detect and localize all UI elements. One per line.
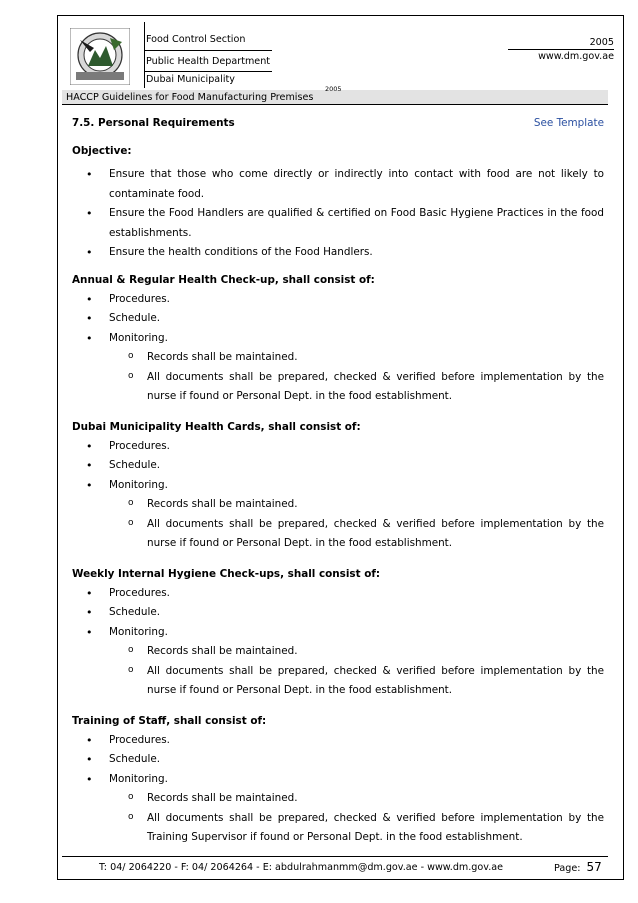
list-item: • Procedures. — [72, 437, 604, 457]
main-content — [72, 114, 604, 848]
list-item: • Ensure the Food Handlers are qualified & certified on Food Basic Hygiene Practices in the food establishments. — [72, 204, 604, 243]
see-template-link[interactable]: See Template — [533, 117, 604, 129]
list-item: • Ensure the health conditions of the Food Handlers. — [72, 243, 604, 263]
bullet-list — [72, 731, 604, 790]
sub-list — [72, 642, 604, 701]
sub-list-item: o All documents shall be prepared, checked & verified before implementation by the nurse if found or Personal Dept. in the food establishment. — [72, 368, 604, 407]
list-item: • Schedule. — [72, 309, 604, 329]
sub-list-item: o All documents shall be prepared, checked & verified before implementation by the nurse if found or Personal Dept. in the food establishment. — [72, 515, 604, 554]
header-rule-right — [508, 49, 614, 50]
list-item: • Monitoring. — [72, 623, 604, 643]
section-name: Food Control Section — [146, 34, 246, 45]
dubai-municipality-logo — [70, 28, 130, 85]
list-item: • Ensure that those who come directly or indirectly into contact with food are not likely to contaminate food. — [72, 165, 604, 204]
sub-list — [72, 495, 604, 554]
header-rule-2 — [144, 71, 272, 72]
document-title-bar — [62, 85, 608, 105]
section-title: 7.5. Personal Requirements — [72, 117, 235, 129]
footer-rule — [62, 856, 608, 857]
header-divider — [144, 22, 145, 88]
bullet-list — [72, 437, 604, 496]
list-item: • Schedule. — [72, 603, 604, 623]
sub-list — [72, 789, 604, 848]
list-item: • Monitoring. — [72, 476, 604, 496]
bullet-list — [72, 290, 604, 349]
sub-list-item: o Records shall be maintained. — [72, 642, 604, 662]
block-heading: Annual & Regular Health Check-up, shall consist of: — [72, 273, 375, 286]
sub-list-item: o Records shall be maintained. — [72, 348, 604, 368]
list-item: • Procedures. — [72, 290, 604, 310]
section-heading — [72, 114, 604, 132]
sub-list-item: o Records shall be maintained. — [72, 789, 604, 809]
objective-heading: Objective: — [72, 145, 132, 157]
sub-list-item: o All documents shall be prepared, checked & verified before implementation by the Training Supervisor if found or Personal Dept. in the food establishment. — [72, 809, 604, 848]
header-website: www.dm.gov.ae — [538, 51, 614, 62]
list-item: • Monitoring. — [72, 329, 604, 349]
page-label: Page: — [554, 863, 581, 874]
header-rule-1 — [144, 50, 272, 51]
list-item: • Monitoring. — [72, 770, 604, 790]
municipality-name: Dubai Municipality — [146, 74, 235, 85]
document-title: HACCP Guidelines for Food Manufacturing Premises — [66, 92, 314, 103]
page-number — [554, 860, 602, 874]
document-title-year: 2005 — [325, 85, 342, 93]
page-number-value: 57 — [586, 860, 602, 874]
block-heading: Dubai Municipality Health Cards, shall consist of: — [72, 420, 361, 433]
footer-contact: T: 04/ 2064220 - F: 04/ 2064264 - E: abdulrahmanmm@dm.gov.ae - www.dm.gov.ae — [99, 862, 504, 873]
department-name: Public Health Department — [146, 56, 271, 67]
sub-list-item: o All documents shall be prepared, checked & verified before implementation by the nurse if found or Personal Dept. in the food establishment. — [72, 662, 604, 701]
sub-list — [72, 348, 604, 407]
list-item: • Procedures. — [72, 731, 604, 751]
block-heading: Weekly Internal Hygiene Check-ups, shall consist of: — [72, 567, 381, 580]
sub-list-item: o Records shall be maintained. — [72, 495, 604, 515]
objective-list — [72, 165, 604, 263]
bullet-list — [72, 584, 604, 643]
header-year: 2005 — [589, 37, 614, 48]
block-heading: Training of Staff, shall consist of: — [72, 714, 267, 727]
list-item: • Schedule. — [72, 750, 604, 770]
page-header — [62, 22, 614, 88]
list-item: • Schedule. — [72, 456, 604, 476]
list-item: • Procedures. — [72, 584, 604, 604]
